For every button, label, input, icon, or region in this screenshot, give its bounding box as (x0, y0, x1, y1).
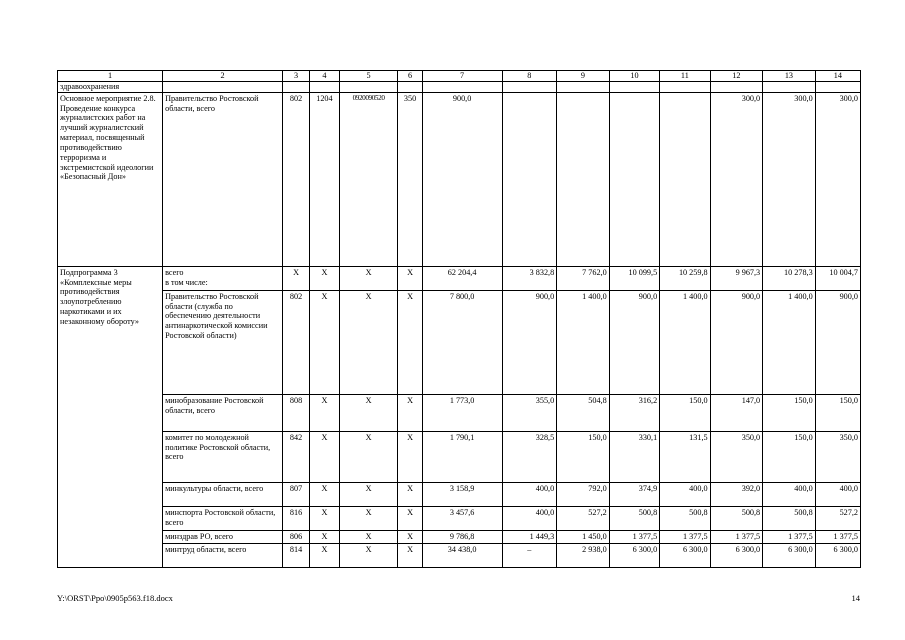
code-cell: Х (310, 530, 339, 543)
page-number: 14 (851, 593, 860, 603)
col-number: 8 (502, 71, 557, 82)
value-cell: 34 438,0 (422, 543, 502, 567)
code-cell: Х (310, 543, 339, 567)
value-cell: 2 938,0 (557, 543, 610, 567)
col-number: 2 (163, 71, 283, 82)
code-cell: 842 (282, 431, 309, 482)
code-cell: Х (398, 431, 422, 482)
value-cell: 1 400,0 (660, 290, 710, 394)
value-cell: 10 259,8 (660, 266, 710, 290)
value-cell: 10 099,5 (609, 266, 659, 290)
subprogram-row (58, 290, 861, 394)
subprogram-row (58, 431, 861, 482)
subprogram-name: Подпрограмма 3 «Комплексные меры противодействия злоупотреблению наркотиками и их незаконному обороту» (58, 266, 163, 567)
code-cell: 808 (282, 394, 309, 431)
code-cell: Х (310, 394, 339, 431)
value-cell: 7 762,0 (557, 266, 610, 290)
value-cell: 150,0 (763, 431, 816, 482)
code-cell: 802 (282, 92, 309, 266)
subprogram-row (58, 543, 861, 567)
code-cell: Х (310, 290, 339, 394)
value-cell: 10 278,3 (763, 266, 816, 290)
value-cell: 7 800,0 (422, 290, 502, 394)
code-cell: Х (339, 482, 398, 506)
measure-row (58, 92, 861, 266)
value-cell: 6 300,0 (609, 543, 659, 567)
value-cell: 131,5 (660, 431, 710, 482)
value-cell: 1 377,5 (660, 530, 710, 543)
value-cell: 300,0 (763, 92, 816, 266)
value-cell: 300,0 (710, 92, 763, 266)
value-cell: 1 377,5 (815, 530, 860, 543)
value-cell: 150,0 (763, 394, 816, 431)
value-cell: 500,8 (609, 506, 659, 530)
value-cell: 300,0 (815, 92, 860, 266)
value-cell (609, 92, 659, 266)
subprogram-row (58, 530, 861, 543)
value-cell: 150,0 (815, 394, 860, 431)
col-number: 7 (422, 71, 502, 82)
col-number: 9 (557, 71, 610, 82)
value-cell: 1 377,5 (763, 530, 816, 543)
executor: Правительство Ростовской области (служба по обеспечению деятельности антинаркотической комиссии Ростовской области) (163, 290, 283, 394)
code-cell: Х (398, 506, 422, 530)
value-cell: 900,0 (502, 290, 557, 394)
value-cell: 392,0 (710, 482, 763, 506)
code-cell: Х (310, 482, 339, 506)
code-cell: 814 (282, 543, 309, 567)
code-cell: Х (398, 266, 422, 290)
executor: минкультуры области, всего (163, 482, 283, 506)
table-body (58, 71, 861, 568)
carry-over-row (58, 81, 861, 92)
value-cell: 500,8 (763, 506, 816, 530)
code-cell: Х (310, 266, 339, 290)
value-cell: 62 204,4 (422, 266, 502, 290)
value-cell: 3 158,9 (422, 482, 502, 506)
executor: Правительство Ростовской области, всего (163, 92, 283, 266)
code-cell: Х (339, 290, 398, 394)
value-cell: 350,0 (815, 431, 860, 482)
value-cell: 400,0 (815, 482, 860, 506)
code-cell: 1204 (310, 92, 339, 266)
value-cell: 350,0 (710, 431, 763, 482)
code-cell: Х (398, 543, 422, 567)
value-cell: 6 300,0 (660, 543, 710, 567)
executor: всего в том числе: (163, 266, 283, 290)
value-cell: 1 377,5 (710, 530, 763, 543)
value-cell: 150,0 (660, 394, 710, 431)
col-number: 10 (609, 71, 659, 82)
value-cell (660, 92, 710, 266)
value-cell: 10 004,7 (815, 266, 860, 290)
subprogram-row (58, 506, 861, 530)
col-number: 11 (660, 71, 710, 82)
value-cell: 504,8 (557, 394, 610, 431)
executor: комитет по молодежной политике Ростовской области, всего (163, 431, 283, 482)
value-cell: 6 300,0 (710, 543, 763, 567)
value-cell: 900,0 (609, 290, 659, 394)
code-cell: 806 (282, 530, 309, 543)
program-table (57, 70, 861, 568)
code-cell: Х (339, 506, 398, 530)
footer-file-path: Y:\ORST\Ppo\0905p563.f18.docx (57, 593, 173, 603)
col-number: 6 (398, 71, 422, 82)
code-cell: 802 (282, 290, 309, 394)
value-cell: 900,0 (422, 92, 502, 266)
code-cell: 807 (282, 482, 309, 506)
value-cell (557, 92, 610, 266)
value-cell: 500,8 (660, 506, 710, 530)
carry-text: здравоохранения (58, 81, 163, 92)
col-number: 5 (339, 71, 398, 82)
col-number: 12 (710, 71, 763, 82)
col-number: 3 (282, 71, 309, 82)
value-cell: 6 300,0 (815, 543, 860, 567)
value-cell: 1 449,3 (502, 530, 557, 543)
value-cell: – (502, 543, 557, 567)
col-number: 13 (763, 71, 816, 82)
value-cell: 1 400,0 (763, 290, 816, 394)
value-cell: 328,5 (502, 431, 557, 482)
value-cell: 900,0 (710, 290, 763, 394)
subprogram-row (58, 482, 861, 506)
col-number: 14 (815, 71, 860, 82)
code-cell: Х (398, 482, 422, 506)
code-cell: Х (339, 266, 398, 290)
code-cell: Х (339, 530, 398, 543)
value-cell: 400,0 (502, 506, 557, 530)
code-cell: Х (398, 290, 422, 394)
value-cell: 150,0 (557, 431, 610, 482)
col-number: 4 (310, 71, 339, 82)
value-cell: 1 450,0 (557, 530, 610, 543)
value-cell: 1 790,1 (422, 431, 502, 482)
col-number: 1 (58, 71, 163, 82)
measure-name: Основное мероприятие 2.8. Проведение конкурса журналистских работ на лучший журналистский материал, посвященный противодействию терроризма и экстремистской идеологии «Безопасный Дон» (58, 92, 163, 266)
value-cell: 3 457,6 (422, 506, 502, 530)
value-cell: 1 377,5 (609, 530, 659, 543)
value-cell: 900,0 (815, 290, 860, 394)
code-cell: 350 (398, 92, 422, 266)
value-cell: 374,9 (609, 482, 659, 506)
value-cell: 527,2 (557, 506, 610, 530)
code-cell: Х (282, 266, 309, 290)
value-cell: 355,0 (502, 394, 557, 431)
value-cell: 6 300,0 (763, 543, 816, 567)
code-cell: Х (339, 431, 398, 482)
value-cell: 400,0 (763, 482, 816, 506)
value-cell: 1 400,0 (557, 290, 610, 394)
subprogram-row (58, 394, 861, 431)
value-cell: 9 967,3 (710, 266, 763, 290)
column-number-row (58, 71, 861, 82)
code-cell: Х (339, 394, 398, 431)
value-cell (502, 92, 557, 266)
code-cell: 816 (282, 506, 309, 530)
value-cell: 9 786,8 (422, 530, 502, 543)
value-cell: 147,0 (710, 394, 763, 431)
executor: минспорта Ростовской области, всего (163, 506, 283, 530)
value-cell: 330,1 (609, 431, 659, 482)
value-cell: 3 832,8 (502, 266, 557, 290)
executor: минтруд области, всего (163, 543, 283, 567)
value-cell: 792,0 (557, 482, 610, 506)
code-cell: Х (398, 394, 422, 431)
value-cell: 316,2 (609, 394, 659, 431)
code-cell: Х (398, 530, 422, 543)
code-cell: Х (310, 506, 339, 530)
executor: минобразование Ростовской области, всего (163, 394, 283, 431)
code-cell: 0920090520 (339, 92, 398, 266)
value-cell: 1 773,0 (422, 394, 502, 431)
value-cell: 500,8 (710, 506, 763, 530)
value-cell: 400,0 (660, 482, 710, 506)
code-cell: Х (310, 431, 339, 482)
executor: минздрав РО, всего (163, 530, 283, 543)
value-cell: 527,2 (815, 506, 860, 530)
value-cell: 400,0 (502, 482, 557, 506)
subprogram-row (58, 266, 861, 290)
code-cell: Х (339, 543, 398, 567)
